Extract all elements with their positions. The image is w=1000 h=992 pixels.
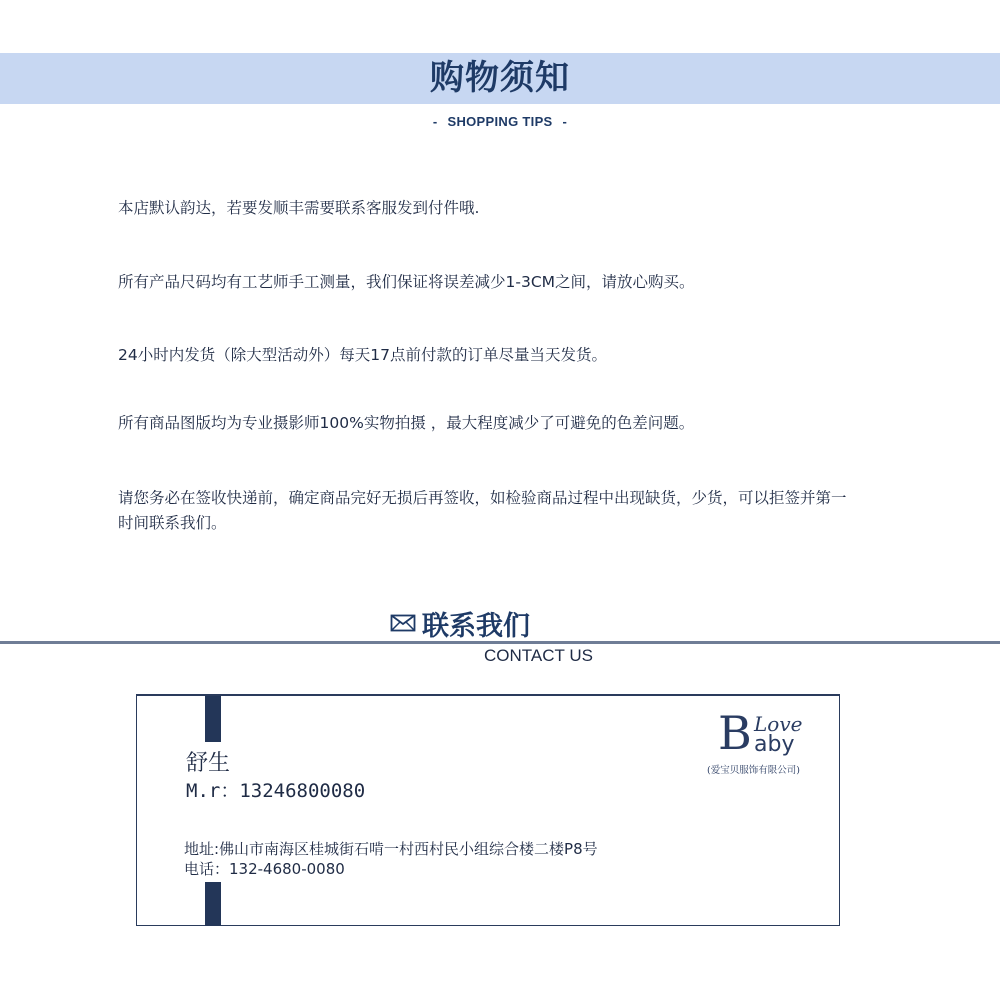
subtitle-dash-right: -	[562, 114, 568, 129]
logo-aby: aby	[754, 732, 795, 757]
logo-letter-b: B	[718, 706, 752, 760]
envelope-icon	[390, 613, 416, 633]
tip-item: 所有商品图版均为专业摄影师100%实物拍摄 ，最大程度减少了可避免的色差问题。	[118, 414, 695, 432]
business-card	[136, 694, 840, 926]
subtitle-text: SHOPPING TIPS	[447, 114, 553, 129]
card-accent-bar-bottom	[205, 882, 221, 926]
tip-item: 请您务必在签收快递前，确定商品完好无损后再签收，如检验商品过程中出现缺货，少货，可以拒签并第一时间联系我们。	[118, 489, 847, 532]
logo-love: Love	[754, 712, 803, 736]
brand-logo	[703, 706, 823, 776]
page-title: 购物须知	[430, 58, 570, 98]
card-accent-bar-top	[205, 696, 221, 742]
card-tel: 电话：132-4680-0080	[184, 860, 345, 878]
contact-heading	[386, 605, 534, 641]
contact-subtitle: CONTACT US	[484, 646, 593, 665]
tip-item: 所有产品尺码均有工艺师手工测量，我们保证将误差减少1-3CM之间，请放心购买。	[118, 273, 695, 291]
logo-company-name: (爱宝贝服饰有限公司)	[707, 765, 800, 776]
page-subtitle	[0, 114, 1000, 129]
contact-title: 联系我们	[422, 610, 530, 642]
card-name: 舒生	[186, 751, 231, 776]
tip-item: 本店默认韵达，若要发顺丰需要联系客服发到付件哦.	[118, 199, 480, 217]
card-address: 地址:佛山市南海区桂城街石啃一村西村民小组综合楼二楼P8号	[184, 840, 598, 858]
subtitle-dash-left: -	[432, 114, 438, 129]
tip-item: 24小时内发货（除大型活动外）每天17点前付款的订单尽量当天发货。	[118, 346, 607, 364]
card-phone: M.r：13246800080	[186, 780, 366, 802]
